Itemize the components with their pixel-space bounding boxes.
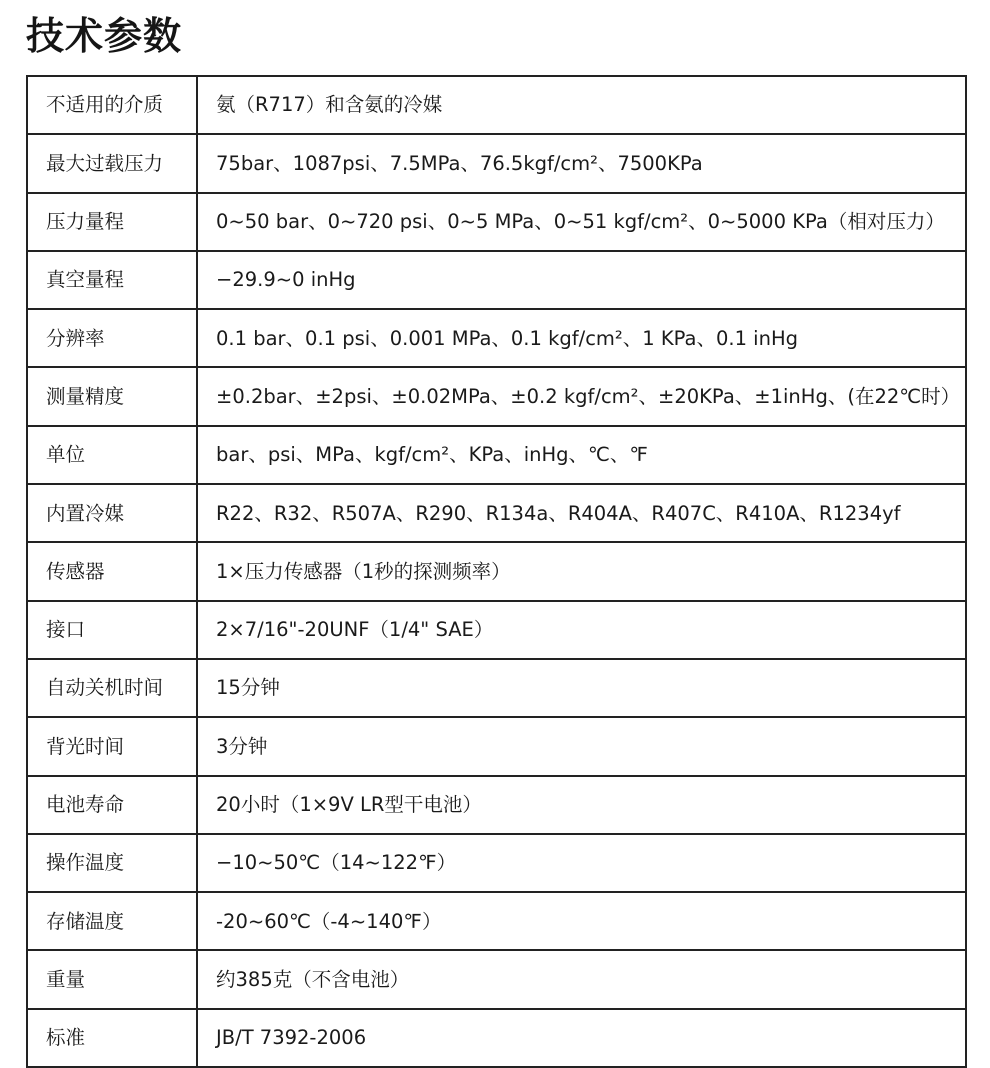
- spec-label: 单位: [27, 426, 197, 484]
- spec-value: 75bar、1087psi、7.5MPa、76.5kgf/cm²、7500KPa: [197, 134, 966, 192]
- table-row: [27, 251, 966, 309]
- spec-label: 接口: [27, 601, 197, 659]
- table-row: [27, 309, 966, 367]
- table-row: [27, 834, 966, 892]
- spec-label: 存储温度: [27, 892, 197, 950]
- table-row: [27, 601, 966, 659]
- table-row: [27, 193, 966, 251]
- spec-value: 2×7/16"-20UNF（1/4" SAE）: [197, 601, 966, 659]
- spec-label: 电池寿命: [27, 776, 197, 834]
- spec-label: 传感器: [27, 542, 197, 600]
- spec-value: ±0.2bar、±2psi、±0.02MPa、±0.2 kgf/cm²、±20KPa、±1inHg、(在22℃时）: [197, 367, 966, 425]
- spec-label: 重量: [27, 950, 197, 1008]
- spec-label: 压力量程: [27, 193, 197, 251]
- spec-value: R22、R32、R507A、R290、R134a、R404A、R407C、R410A、R1234yf: [197, 484, 966, 542]
- spec-value: 0~50 bar、0~720 psi、0~5 MPa、0~51 kgf/cm²、0~5000 KPa（相对压力）: [197, 193, 966, 251]
- spec-label: 最大过载压力: [27, 134, 197, 192]
- spec-value: 约385克（不含电池）: [197, 950, 966, 1008]
- table-row: [27, 484, 966, 542]
- table-row: [27, 426, 966, 484]
- table-row: [27, 950, 966, 1008]
- table-row: [27, 1009, 966, 1067]
- spec-label: 操作温度: [27, 834, 197, 892]
- spec-label: 标准: [27, 1009, 197, 1067]
- spec-value: 20小时（1×9V LR型干电池）: [197, 776, 966, 834]
- table-row: [27, 542, 966, 600]
- spec-value: JB/T 7392-2006: [197, 1009, 966, 1067]
- spec-value: −29.9~0 inHg: [197, 251, 966, 309]
- spec-label: 不适用的介质: [27, 76, 197, 134]
- spec-label: 自动关机时间: [27, 659, 197, 717]
- table-row: [27, 892, 966, 950]
- table-row: [27, 367, 966, 425]
- spec-label: 内置冷媒: [27, 484, 197, 542]
- table-row: [27, 717, 966, 775]
- spec-table: [26, 75, 967, 1068]
- spec-value: bar、psi、MPa、kgf/cm²、KPa、inHg、℃、℉: [197, 426, 966, 484]
- table-row: [27, 776, 966, 834]
- spec-value: -20~60℃（-4~140℉）: [197, 892, 966, 950]
- spec-value: 氨（R717）和含氨的冷媒: [197, 76, 966, 134]
- table-row: [27, 76, 966, 134]
- spec-value: −10~50℃（14~122℉）: [197, 834, 966, 892]
- spec-value: 1×压力传感器（1秒的探测频率）: [197, 542, 966, 600]
- table-row: [27, 659, 966, 717]
- spec-label: 真空量程: [27, 251, 197, 309]
- spec-value: 15分钟: [197, 659, 966, 717]
- table-row: [27, 134, 966, 192]
- page-title: 技术参数: [26, 14, 183, 58]
- spec-value: 0.1 bar、0.1 psi、0.001 MPa、0.1 kgf/cm²、1 KPa、0.1 inHg: [197, 309, 966, 367]
- spec-value: 3分钟: [197, 717, 966, 775]
- spec-label: 背光时间: [27, 717, 197, 775]
- spec-label: 分辨率: [27, 309, 197, 367]
- spec-label: 测量精度: [27, 367, 197, 425]
